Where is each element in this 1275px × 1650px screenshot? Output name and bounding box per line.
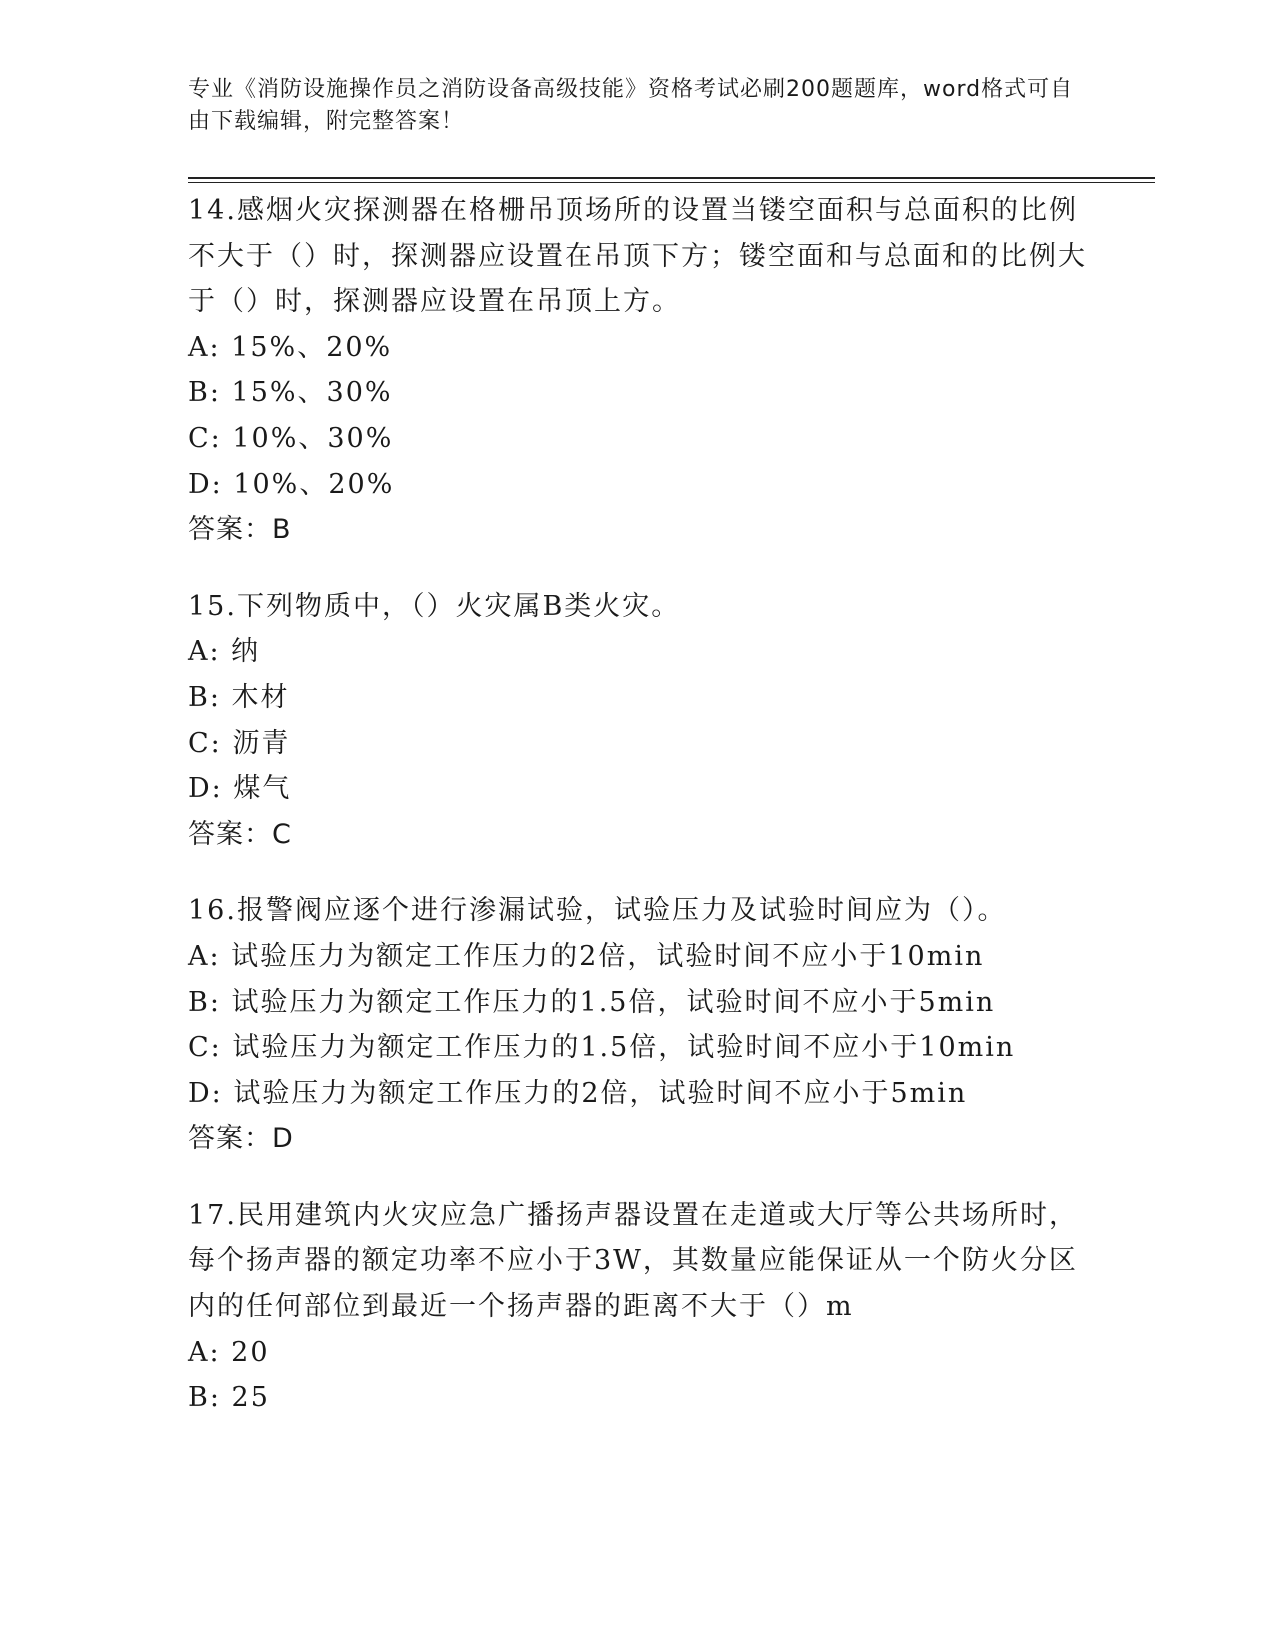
answer-label: 答案：D [188, 1123, 294, 1155]
question-15 [188, 584, 1088, 858]
question-17 [188, 1193, 1088, 1421]
option-c: C: 试验压力为额定工作压力的1.5倍，试验时间不应小于10min [188, 1032, 1016, 1064]
document-header: 专业《消防设施操作员之消防设备高级技能》资格考试必刷200题题库，word格式可自由下载编辑，附完整答案！ [188, 77, 1074, 134]
question-text: 17.民用建筑内火灾应急广播扬声器设置在走道或大厅等公共场所时，每个扬声器的额定功率不应小于3W，其数量应能保证从一个防火分区内的任何部位到最近一个扬声器的距离不大于（）m [188, 1199, 1078, 1323]
answer-label: 答案：C [188, 818, 292, 850]
option-d: D: 10%、20% [188, 468, 395, 500]
option-d: D: 试验压力为额定工作压力的2倍，试验时间不应小于5min [188, 1077, 968, 1109]
option-b: B: 试验压力为额定工作压力的1.5倍，试验时间不应小于5min [188, 986, 996, 1018]
option-a: A: 纳 [188, 636, 261, 668]
question-text: 14.感烟火灾探测器在格栅吊顶场所的设置当镂空面积与总面积的比例不大于（）时，探测器应设置在吊顶下方；镂空面和与总面和的比例大于（）时，探测器应设置在吊顶上方。 [188, 195, 1087, 318]
option-b: B: 15%、30% [188, 377, 393, 409]
option-a: A: 15%、20% [188, 331, 393, 363]
option-d: D: 煤气 [188, 773, 292, 805]
option-b: B: 25 [188, 1382, 270, 1414]
option-c: C: 10%、30% [188, 422, 394, 454]
question-14 [188, 188, 1088, 553]
option-c: C: 沥青 [188, 727, 291, 759]
option-a: A: 试验压力为额定工作压力的2倍，试验时间不应小于10min [188, 940, 985, 972]
question-text: 16.报警阀应逐个进行渗漏试验，试验压力及试验时间应为（）。 [188, 895, 1007, 927]
question-list [188, 188, 1088, 1452]
answer-label: 答案：B [188, 514, 292, 546]
option-b: B: 木材 [188, 681, 290, 713]
question-text: 15.下列物质中，（）火灾属B类火灾。 [188, 590, 681, 622]
question-16 [188, 888, 1088, 1162]
option-a: A: 20 [188, 1336, 270, 1368]
header-divider [188, 177, 1155, 179]
header-divider-thin [188, 182, 1155, 183]
